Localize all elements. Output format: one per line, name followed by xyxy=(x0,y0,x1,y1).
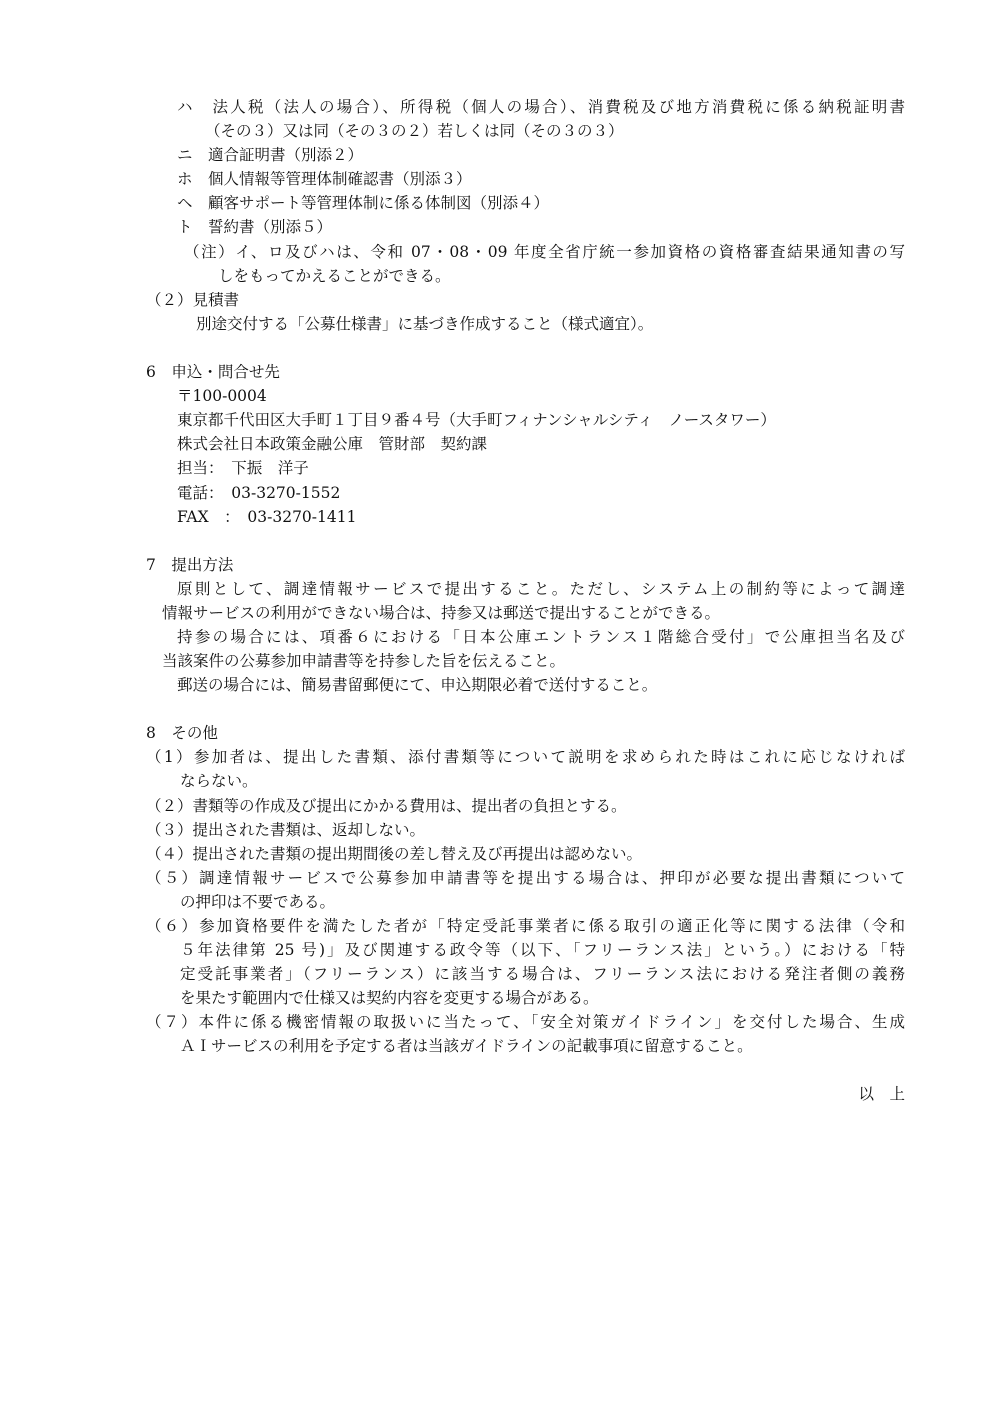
closing-mark: 以 上 xyxy=(858,1085,905,1103)
other-item-1-line-2: ならない。 xyxy=(180,772,258,790)
other-item-7-line-1: （７）本件に係る機密情報の取扱いに当たって、「安全対策ガイドライン」を交付した場合、生成 xyxy=(146,1013,905,1031)
submission-paragraph-2-line-1: 持参の場合には、項番６における「日本公庫エントランス１階総合受付」で公庫担当名及び xyxy=(177,628,905,646)
item-ni: ニ 適合証明書（別添２） xyxy=(177,146,364,164)
item-he: ヘ 顧客サポート等管理体制に係る体制図（別添４） xyxy=(177,194,550,212)
other-item-2: （２）書類等の作成及び提出にかかる費用は、提出者の負担とする。 xyxy=(146,797,627,815)
submission-paragraph-1-line-2: 情報サービスの利用ができない場合は、持参又は郵送で提出することができる。 xyxy=(162,604,721,622)
contact-postal-code: 〒100-0004 xyxy=(177,387,267,405)
other-item-3: （３）提出された書類は、返却しない。 xyxy=(146,821,426,839)
other-item-1-line-1: （1）参加者は、提出した書類、添付書類等について説明を求められた時はこれに応じなければ xyxy=(146,748,905,766)
other-item-7-line-2: ＡＩサービスの利用を予定する者は当該ガイドラインの記載事項に留意すること。 xyxy=(180,1037,753,1055)
other-item-4: （４）提出された書類の提出期間後の差し替え及び再提出は認めない。 xyxy=(146,845,643,863)
submission-heading: 7 提出方法 xyxy=(146,556,234,574)
item-ha-line-2: （その３）又は同（その３の２）若しくは同（その３の３） xyxy=(205,122,624,140)
contact-organization: 株式会社日本政策金融公庫 管財部 契約課 xyxy=(177,435,488,453)
item-to: ト 誓約書（別添５） xyxy=(177,218,333,236)
submission-paragraph-3: 郵送の場合には、簡易書留郵便にて、申込期限必着で送付すること。 xyxy=(177,676,658,694)
other-item-6-line-2: ５年法律第 25 号)」及び関連する政令等（以下、「フリーランス法」という。）における「特 xyxy=(180,941,905,959)
estimate-heading: （２）見積書 xyxy=(146,291,240,309)
contact-heading: 6 申込・問合せ先 xyxy=(146,363,280,381)
note-line-2: しをもってかえることができる。 xyxy=(218,267,451,285)
item-ho: ホ 個人情報等管理体制確認書（別添３） xyxy=(177,170,472,188)
note-line-1: （注）イ、ロ及びハは、令和 07・08・09 年度全省庁統一参加資格の資格審査結果通知書の写 xyxy=(184,243,905,261)
item-ha-line-1: ハ 法人税（法人の場合）、所得税（個人の場合）、消費税及び地方消費税に係る納税証明書 xyxy=(177,98,905,116)
contact-address: 東京都千代田区大手町１丁目９番４号（大手町フィナンシャルシティ ノースタワー） xyxy=(177,411,776,429)
other-heading: 8 その他 xyxy=(146,724,218,742)
submission-paragraph-1-line-1: 原則として、調達情報サービスで提出すること。ただし、システム上の制約等によって調達 xyxy=(177,580,905,598)
other-item-6-line-3: 定受託事業者」（フリーランス）に該当する場合は、フリーランス法における発注者側の義務 xyxy=(180,965,905,983)
other-item-5-line-2: の押印は不要である。 xyxy=(180,893,336,911)
other-item-5-line-1: （５）調達情報サービスで公募参加申請書等を提出する場合は、押印が必要な提出書類について xyxy=(146,869,905,887)
submission-paragraph-2-line-2: 当該案件の公募参加申請書等を持参した旨を伝えること。 xyxy=(162,652,566,670)
contact-fax: FAX ： 03-3270-1411 xyxy=(177,508,357,526)
other-item-6-line-4: を果たす範囲内で仕様又は契約内容を変更する場合がある。 xyxy=(180,989,599,1007)
contact-person: 担当： 下振 洋子 xyxy=(177,459,309,477)
other-item-6-line-1: （６）参加資格要件を満たした者が「特定受託事業者に係る取引の適正化等に関する法律（令和 xyxy=(146,917,905,935)
contact-telephone: 電話： 03-3270-1552 xyxy=(177,484,341,502)
estimate-body: 別途交付する「公募仕様書」に基づき作成すること（様式適宜）。 xyxy=(196,315,654,333)
